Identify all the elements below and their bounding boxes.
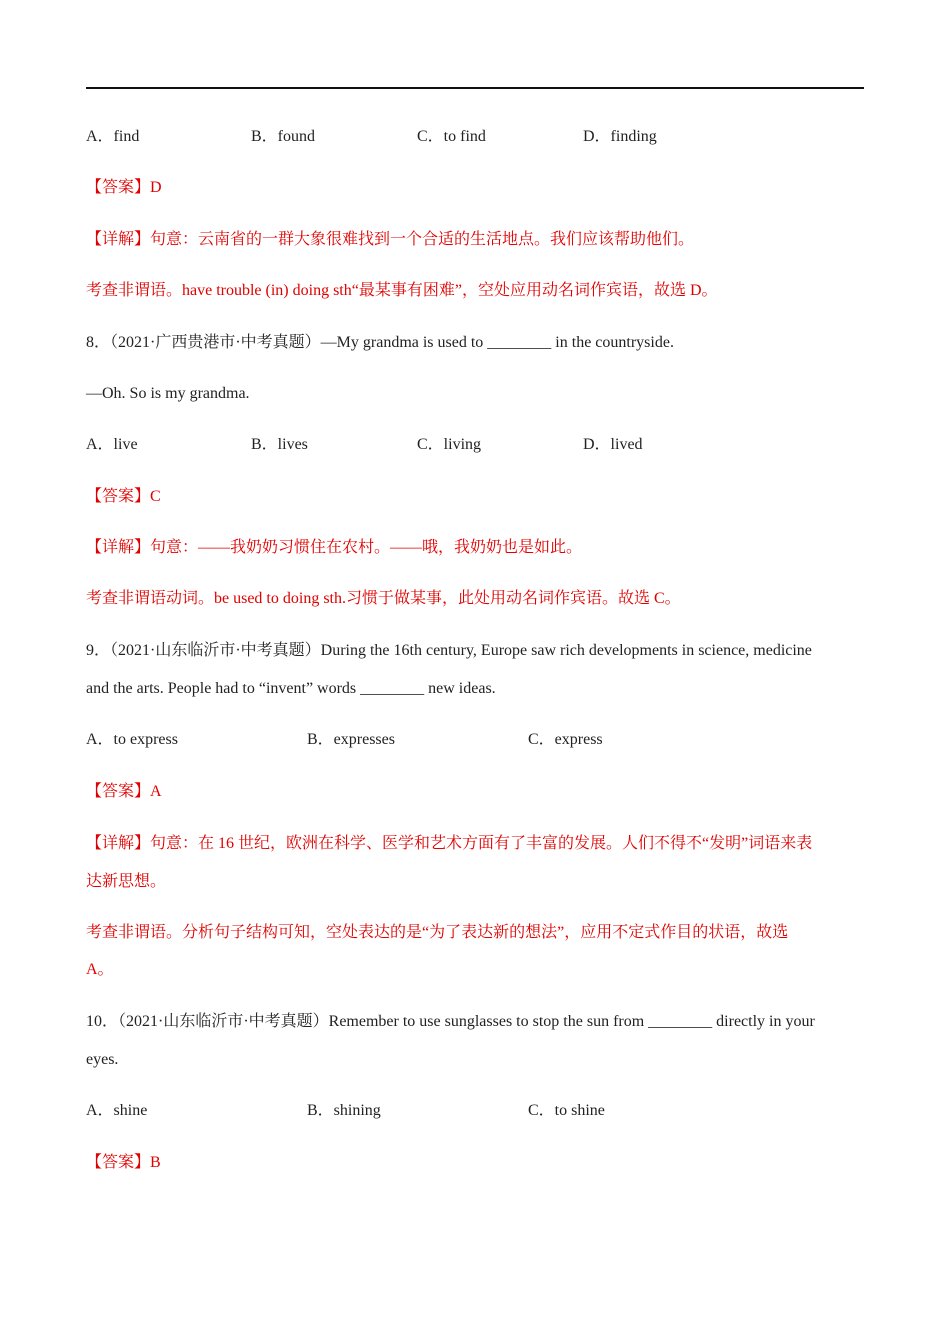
q10-stem-line2: eyes.	[86, 1051, 119, 1068]
q7-detail: 【详解】句意：云南省的一群大象很难找到一个合适的生活地点。我们应该帮助他们。	[86, 231, 695, 248]
q9-analysis-line2: A。	[86, 961, 114, 978]
q8-analysis: 考查非谓语动词。be used to doing sth.习惯于做某事，此处用动名词作宾语。故选 C。	[86, 590, 681, 607]
q9-analysis-line1: 考查非谓语。分析句子结构可知，空处表达的是“为了表达新的想法”，应用不定式作目的状语，故选	[86, 924, 789, 941]
q9-option-a: A．to express	[86, 731, 178, 748]
q9-detail-line2: 达新思想。	[86, 873, 167, 890]
q8-option-b: B．lives	[251, 436, 308, 453]
q10-option-a: A．shine	[86, 1102, 148, 1119]
q9-option-b: B．expresses	[307, 731, 395, 748]
q9-detail-line1: 【详解】句意：在 16 世纪，欧洲在科学、医学和艺术方面有了丰富的发展。人们不得不“发明”词语来表	[86, 835, 813, 852]
q8-stem-reply: —Oh. So is my grandma.	[86, 385, 250, 402]
q7-option-c: C．to find	[417, 128, 486, 145]
q8-stem: 8．（2021·广西贵港市·中考真题）—My grandma is used to ________ in the countryside.	[86, 334, 674, 351]
q10-option-c: C．to shine	[528, 1102, 605, 1119]
q9-option-c: C．express	[528, 731, 603, 748]
q7-answer: 【答案】D	[86, 179, 162, 196]
header-rule	[86, 87, 864, 89]
q10-stem-line1: 10．（2021·山东临沂市·中考真题）Remember to use sunglasses to stop the sun from ________ directly in your	[86, 1013, 815, 1030]
q9-answer: 【答案】A	[86, 783, 162, 800]
q7-option-d: D．finding	[583, 128, 657, 145]
q8-detail: 【详解】句意：——我奶奶习惯住在农村。——哦，我奶奶也是如此。	[86, 539, 583, 556]
q8-option-c: C．living	[417, 436, 482, 453]
q7-option-a: A．find	[86, 128, 140, 145]
q8-option-d: D．lived	[583, 436, 643, 453]
q9-stem-line2: and the arts. People had to “invent” words ________ new ideas.	[86, 680, 496, 697]
q7-analysis: 考查非谓语。have trouble (in) doing sth“最某事有困难”，空处应用动名词作宾语，故选 D。	[86, 282, 718, 299]
q10-answer: 【答案】B	[86, 1154, 161, 1171]
q9-stem-line1: 9．（2021·山东临沂市·中考真题）During the 16th century, Europe saw rich developments in science, medicine	[86, 642, 812, 659]
q8-answer: 【答案】C	[86, 488, 161, 505]
q10-option-b: B．shining	[307, 1102, 381, 1119]
q8-option-a: A．live	[86, 436, 138, 453]
q7-option-b: B．found	[251, 128, 316, 145]
